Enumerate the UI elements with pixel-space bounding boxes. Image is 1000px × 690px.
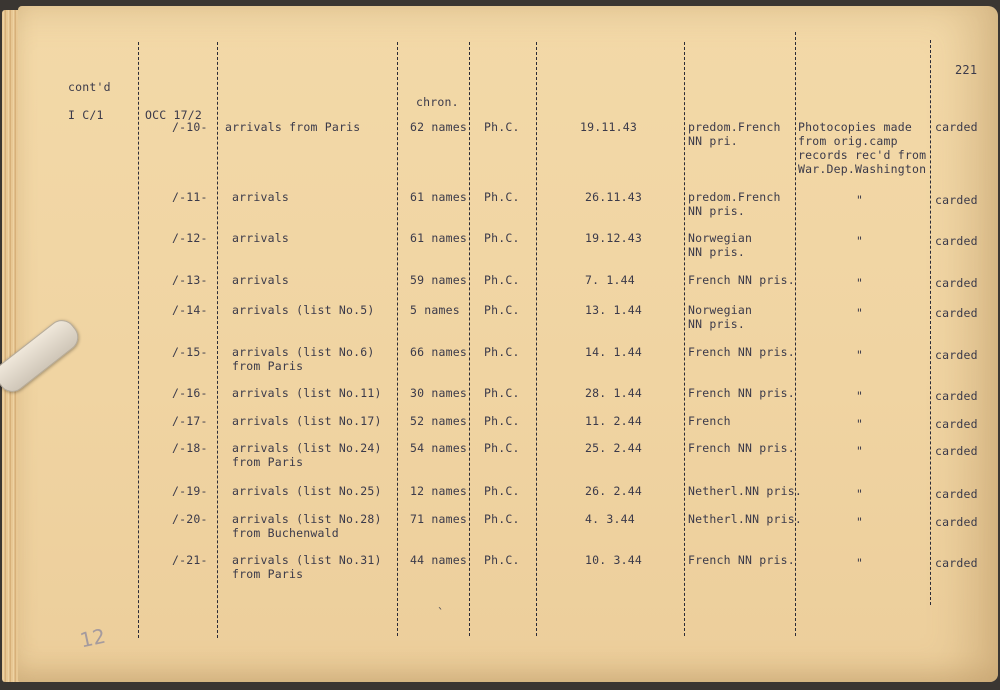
row-count: 61 names: [410, 231, 467, 245]
row-description: arrivals (list No.24): [232, 441, 382, 455]
row-count: 62 names: [410, 120, 467, 134]
row-description: arrivals: [232, 273, 289, 287]
row-status: carded: [935, 556, 978, 570]
row-note: ": [856, 417, 864, 431]
row-number: /-15-: [172, 345, 208, 359]
row-note: ": [856, 234, 864, 248]
row-nationality: French: [688, 414, 731, 428]
row-note: Photocopies made: [798, 120, 912, 134]
row-nationality: French NN pris.: [688, 273, 795, 287]
row-description: arrivals (list No.17): [232, 414, 382, 428]
row-date: 13. 1.44: [585, 303, 642, 317]
row-count: 12 names: [410, 484, 467, 498]
row-count: 61 names: [410, 190, 467, 204]
column-rule: [217, 42, 218, 638]
row-date: 19.12.43: [585, 231, 642, 245]
row-note: ": [856, 348, 864, 362]
page-number: 221: [955, 63, 978, 77]
row-type: Ph.C.: [484, 345, 520, 359]
row-count: 44 names: [410, 553, 467, 567]
row-type: Ph.C.: [484, 190, 520, 204]
column-rule: [684, 42, 685, 636]
row-nationality: French NN pris.: [688, 441, 795, 455]
row-status: carded: [935, 306, 978, 320]
row-status: carded: [935, 276, 978, 290]
row-nationality: Netherl.NN pris.: [688, 484, 802, 498]
row-description: arrivals (list No.28): [232, 512, 382, 526]
row-number: /-13-: [172, 273, 208, 287]
row-description: arrivals (list No.11): [232, 386, 382, 400]
row-type: Ph.C.: [484, 512, 520, 526]
row-status: carded: [935, 234, 978, 248]
row-nationality: French NN pris.: [688, 386, 795, 400]
row-description-line2: from Paris: [232, 359, 304, 373]
row-note: ": [856, 306, 864, 320]
row-type: Ph.C.: [484, 231, 520, 245]
row-date: 4. 3.44: [585, 512, 635, 526]
column-rule: [138, 42, 139, 638]
row-nationality-line2: NN pris.: [688, 204, 745, 218]
column-rule: [795, 32, 796, 636]
row-date: 19.11.43: [580, 120, 637, 134]
row-description: arrivals: [232, 231, 289, 245]
row-count: 59 names: [410, 273, 467, 287]
row-type: Ph.C.: [484, 484, 520, 498]
row-date: 11. 2.44: [585, 414, 642, 428]
column-rule: [930, 40, 931, 605]
row-note: ": [856, 276, 864, 290]
row-note: ": [856, 444, 864, 458]
row-count: 54 names: [410, 441, 467, 455]
row-type: Ph.C.: [484, 441, 520, 455]
row-number: /-12-: [172, 231, 208, 245]
row-note: ": [856, 193, 864, 207]
row-nationality-line2: NN pri.: [688, 134, 738, 148]
row-status: carded: [935, 417, 978, 431]
row-nationality: Norwegian: [688, 303, 753, 317]
row-status: carded: [935, 389, 978, 403]
row-type: Ph.C.: [484, 553, 520, 567]
row-number: /-17-: [172, 414, 208, 428]
row-note-line2: from orig.camp: [798, 134, 898, 148]
row-count: 30 names: [410, 386, 467, 400]
row-status: carded: [935, 348, 978, 362]
column-rule: [469, 42, 470, 636]
row-date: 7. 1.44: [585, 273, 635, 287]
group-code: OCC 17/2: [145, 108, 202, 122]
row-description: arrivals from Paris: [225, 120, 361, 134]
row-date: 26. 2.44: [585, 484, 642, 498]
row-description: arrivals (list No.31): [232, 553, 382, 567]
chron-label: chron.: [416, 95, 459, 109]
row-note: ": [856, 487, 864, 501]
row-number: /-16-: [172, 386, 208, 400]
column-rule: [397, 42, 398, 636]
row-description: arrivals (list No.25): [232, 484, 382, 498]
row-description-line2: from Buchenwald: [232, 526, 339, 540]
row-count: 66 names: [410, 345, 467, 359]
column-rule: [536, 42, 537, 636]
row-nationality: predom.French: [688, 190, 781, 204]
row-number: /-21-: [172, 553, 208, 567]
row-type: Ph.C.: [484, 273, 520, 287]
left-code: I C/1: [68, 108, 104, 122]
row-description: arrivals: [232, 190, 289, 204]
row-count: 52 names: [410, 414, 467, 428]
row-status: carded: [935, 515, 978, 529]
row-count: 5 names: [410, 303, 460, 317]
row-status: carded: [935, 193, 978, 207]
row-number: /-19-: [172, 484, 208, 498]
row-number: /-10-: [172, 120, 208, 134]
row-date: 25. 2.44: [585, 441, 642, 455]
row-type: Ph.C.: [484, 303, 520, 317]
contd-label: cont'd: [68, 80, 111, 94]
row-note: ": [856, 389, 864, 403]
row-description-line2: from Paris: [232, 455, 304, 469]
row-date: 10. 3.44: [585, 553, 642, 567]
row-note: ": [856, 515, 864, 529]
row-description-line2: from Paris: [232, 567, 304, 581]
row-note-line4: War.Dep.Washington: [798, 162, 927, 176]
row-status: carded: [935, 487, 978, 501]
row-number: /-18-: [172, 441, 208, 455]
row-nationality: Norwegian: [688, 231, 753, 245]
row-description: arrivals (list No.6): [232, 345, 375, 359]
row-nationality: French NN pris.: [688, 345, 795, 359]
pencil-mark: 12: [77, 623, 108, 653]
row-note: ": [856, 556, 864, 570]
stray-mark: `: [437, 606, 445, 620]
row-nationality: predom.French: [688, 120, 781, 134]
row-nationality: French NN pris.: [688, 553, 795, 567]
row-status: carded: [935, 120, 978, 134]
row-nationality-line2: NN pris.: [688, 245, 745, 259]
row-note-line3: records rec'd from: [798, 148, 927, 162]
row-description: arrivals (list No.5): [232, 303, 375, 317]
row-nationality: Netherl.NN pris.: [688, 512, 802, 526]
row-type: Ph.C.: [484, 414, 520, 428]
row-number: /-20-: [172, 512, 208, 526]
row-nationality-line2: NN pris.: [688, 317, 745, 331]
row-count: 71 names: [410, 512, 467, 526]
row-date: 28. 1.44: [585, 386, 642, 400]
row-number: /-14-: [172, 303, 208, 317]
row-date: 26.11.43: [585, 190, 642, 204]
row-date: 14. 1.44: [585, 345, 642, 359]
row-type: Ph.C.: [484, 386, 520, 400]
row-number: /-11-: [172, 190, 208, 204]
row-type: Ph.C.: [484, 120, 520, 134]
row-status: carded: [935, 444, 978, 458]
